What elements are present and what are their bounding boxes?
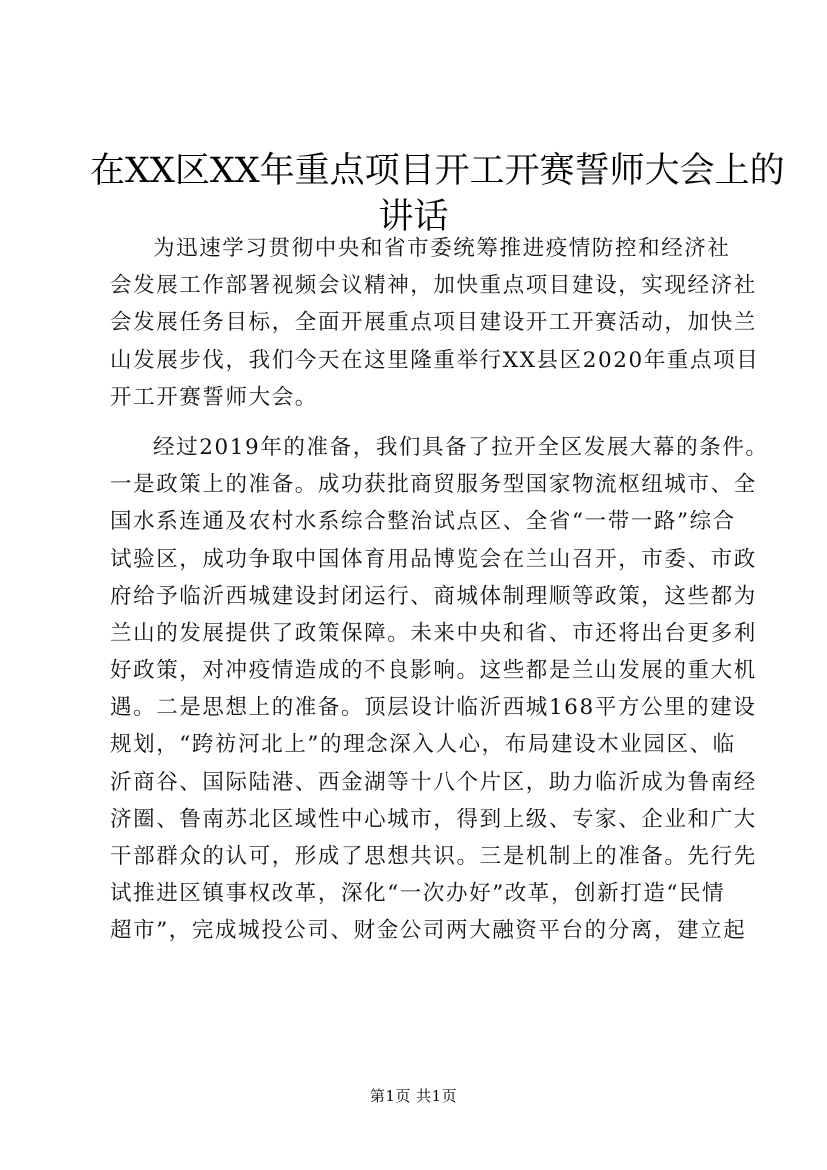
- paragraph-line: 兰山的发展提供了政策保障。未来中央和省、市还将出台更多利: [110, 620, 757, 646]
- title-line-1: 在XX区XX年重点项目开工开赛誓师大会上的: [90, 151, 785, 191]
- paragraph-line: 试验区，成功争取中国体育用品博览会在兰山召开，市委、市政: [110, 546, 757, 572]
- paragraph-line: 济圈、鲁南苏北区域性中心城市，得到上级、专家、企业和广大: [110, 806, 757, 832]
- paragraph-line: 会发展工作部署视频会议精神，加快重点项目建设，实现经济社: [110, 273, 757, 299]
- paragraph-line: 规划，“跨祊河北上”的理念深入人心，布局建设木业园区、临: [110, 732, 736, 758]
- document-title: [90, 148, 785, 240]
- paragraph-line: 干部群众的认可，形成了思想共识。三是机制上的准备。先行先: [110, 844, 757, 869]
- paragraph-line: 府给予临沂西城建设封闭运行、商城体制理顺等政策，这些都为: [110, 583, 757, 609]
- paragraph-line: 超市”，完成城投公司、财金公司两大融资平台的分离，建立起: [110, 918, 747, 944]
- paragraph-2: [110, 429, 769, 950]
- paragraph-line: 山发展步伐，我们今天在这里隆重举行XX县区2020年重点项目: [110, 347, 760, 373]
- paragraph-line: 遇。二是思想上的准备。顶层设计临沂西城168平方公里的建设: [110, 695, 757, 721]
- paragraph-line: 一是政策上的准备。成功获批商贸服务型国家物流枢纽城市、全: [110, 472, 757, 498]
- paragraph-1: [110, 230, 760, 416]
- paragraph-line: 会发展任务目标，全面开展重点项目建设开工开赛活动，加快兰: [110, 310, 757, 336]
- paragraph-line: 试推进区镇事权改革，深化“一次办好”改革，创新打造“民情: [110, 881, 726, 907]
- paragraph-spacer: [110, 416, 750, 429]
- title-line-2: 讲话: [378, 197, 449, 237]
- paragraph-line: 开工开赛誓师大会。: [110, 384, 318, 410]
- paragraph-line: 国水系连通及农村水系综合整治试点区、全省“一带一路”综合: [110, 509, 736, 535]
- paragraph-line: 为迅速学习贯彻中央和省市委统筹推进疫情防控和经济社: [153, 236, 731, 261]
- paragraph-line: 经过2019年的准备，我们具备了拉开全区发展大幕的条件。: [153, 434, 769, 460]
- page-number: 第1页 共1页: [369, 1087, 458, 1105]
- paragraph-line: 沂商谷、国际陆港、西金湖等十八个片区，助力临沂成为鲁南经: [110, 769, 757, 795]
- document-body: [110, 230, 769, 950]
- paragraph-line: 好政策，对冲疫情造成的不良影响。这些都是兰山发展的重大机: [110, 658, 757, 684]
